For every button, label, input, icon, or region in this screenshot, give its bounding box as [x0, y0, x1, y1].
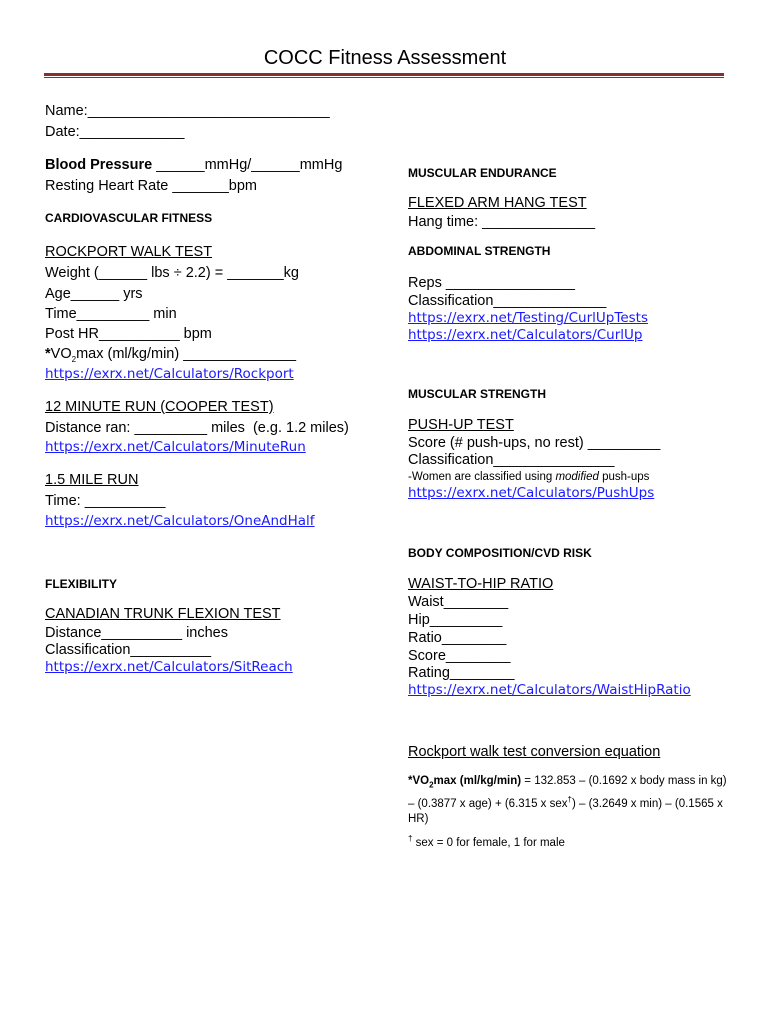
post-hr-field[interactable]: Post HR__________ bpm — [45, 326, 212, 342]
trunk-flexion-title: CANADIAN TRUNK FLEXION TEST — [45, 606, 281, 622]
eq-dagger: † — [567, 795, 572, 805]
title-divider-thin — [44, 77, 724, 78]
conversion-title: Rockport walk test conversion equation — [408, 744, 661, 760]
rockport-title: ROCKPORT WALK TEST — [45, 244, 213, 260]
title-divider — [44, 73, 724, 76]
distance-ran-field[interactable]: Distance ran: _________ miles (e.g. 1.2 miles) — [45, 420, 349, 436]
footnote-text: sex = 0 for female, 1 for male — [412, 836, 565, 849]
vo2-subscript: 2 — [71, 354, 77, 364]
asterisk: * — [45, 346, 51, 362]
minute-run-link[interactable]: https://exrx.net/Calculators/MinuteRun — [45, 439, 306, 455]
strength-heading: MUSCULAR STRENGTH — [408, 387, 546, 401]
sit-reach-link[interactable]: https://exrx.net/Calculators/SitReach — [45, 659, 293, 675]
waist-hip-link[interactable]: https://exrx.net/Calculators/WaistHipRatio — [408, 682, 691, 698]
footnote-dagger: † — [408, 834, 413, 843]
endurance-heading: MUSCULAR ENDURANCE — [408, 166, 557, 180]
waist-field[interactable]: Waist________ — [408, 594, 509, 610]
abdominal-classification-field[interactable]: Classification______________ — [408, 293, 607, 309]
hip-field[interactable]: Hip_________ — [408, 612, 503, 628]
blood-pressure-blanks: ______mmHg/______mmHg — [152, 157, 343, 173]
time-field[interactable]: Time_________ min — [45, 306, 177, 322]
pushup-title: PUSH-UP TEST — [408, 417, 514, 433]
arm-hang-title: FLEXED ARM HANG TEST — [408, 195, 587, 211]
eq-vo2-subscript: 2 — [429, 780, 434, 790]
vo2max-field[interactable] — [45, 346, 296, 368]
flex-classification-field[interactable]: Classification__________ — [45, 642, 212, 658]
blood-pressure-field[interactable] — [45, 157, 342, 174]
eq-text-2: ) – (3.2649 x min) – (0.1565 x HR) — [408, 798, 723, 826]
vo2-label: VO — [50, 346, 72, 362]
ratio-field[interactable]: Ratio________ — [408, 630, 507, 646]
note-emphasis: modified — [555, 471, 599, 483]
eq-vo2-units: max (ml/kg/min) — [433, 775, 522, 787]
curlup-tests-link[interactable]: https://exrx.net/Testing/CurlUpTests — [408, 310, 648, 326]
mile-time-field[interactable]: Time: __________ — [45, 493, 166, 509]
flex-distance-field[interactable]: Distance__________ inches — [45, 625, 228, 641]
sex-footnote — [408, 831, 565, 851]
pushup-note — [408, 470, 649, 485]
vo2-blank: max (ml/kg/min) ______________ — [76, 346, 297, 362]
pushup-classification-field[interactable]: Classification_______________ — [408, 452, 615, 468]
curlup-link[interactable]: https://exrx.net/Calculators/CurlUp — [408, 327, 643, 343]
cooper-title: 12 MINUTE RUN (COOPER TEST) — [45, 399, 274, 415]
hang-time-field[interactable]: Hang time: ______________ — [408, 214, 596, 230]
age-field[interactable]: Age______ yrs — [45, 286, 143, 302]
note-text-end: push-ups — [598, 471, 650, 483]
eq-text-1: = 132.853 – (0.1692 x body mass in kg) – (0.3877 x age) + (6.315 x sex — [408, 775, 727, 811]
score-field[interactable]: Score________ — [408, 648, 511, 664]
flexibility-heading: FLEXIBILITY — [45, 577, 117, 591]
waist-hip-title: WAIST-TO-HIP RATIO — [408, 576, 554, 592]
page-title: COCC Fitness Assessment — [263, 47, 507, 69]
weight-field[interactable]: Weight (______ lbs ÷ 2.2) = _______kg — [45, 265, 299, 281]
reps-field[interactable]: Reps ________________ — [408, 275, 575, 291]
cardio-heading: CARDIOVASCULAR FITNESS — [45, 211, 213, 225]
mile-run-title: 1.5 MILE RUN — [45, 472, 139, 488]
pushups-link[interactable]: https://exrx.net/Calculators/PushUps — [408, 485, 655, 501]
eq-vo2-label: *VO — [408, 775, 430, 787]
body-comp-heading: BODY COMPOSITION/CVD RISK — [408, 546, 592, 560]
resting-heart-rate-field[interactable]: Resting Heart Rate _______bpm — [45, 178, 257, 194]
date-field[interactable]: Date:_____________ — [45, 124, 185, 140]
name-field[interactable]: Name:______________________________ — [45, 103, 330, 119]
rating-field[interactable]: Rating________ — [408, 665, 515, 681]
abdominal-heading: ABDOMINAL STRENGTH — [408, 244, 551, 258]
rockport-link[interactable]: https://exrx.net/Calculators/Rockport — [45, 366, 294, 382]
one-and-half-link[interactable]: https://exrx.net/Calculators/OneAndHalf — [45, 513, 315, 529]
blood-pressure-label: Blood Pressure — [45, 157, 153, 173]
conversion-equation — [408, 774, 728, 827]
pushup-score-field[interactable]: Score (# push-ups, no rest) _________ — [408, 435, 661, 451]
note-text: -Women are classified using — [408, 471, 556, 483]
